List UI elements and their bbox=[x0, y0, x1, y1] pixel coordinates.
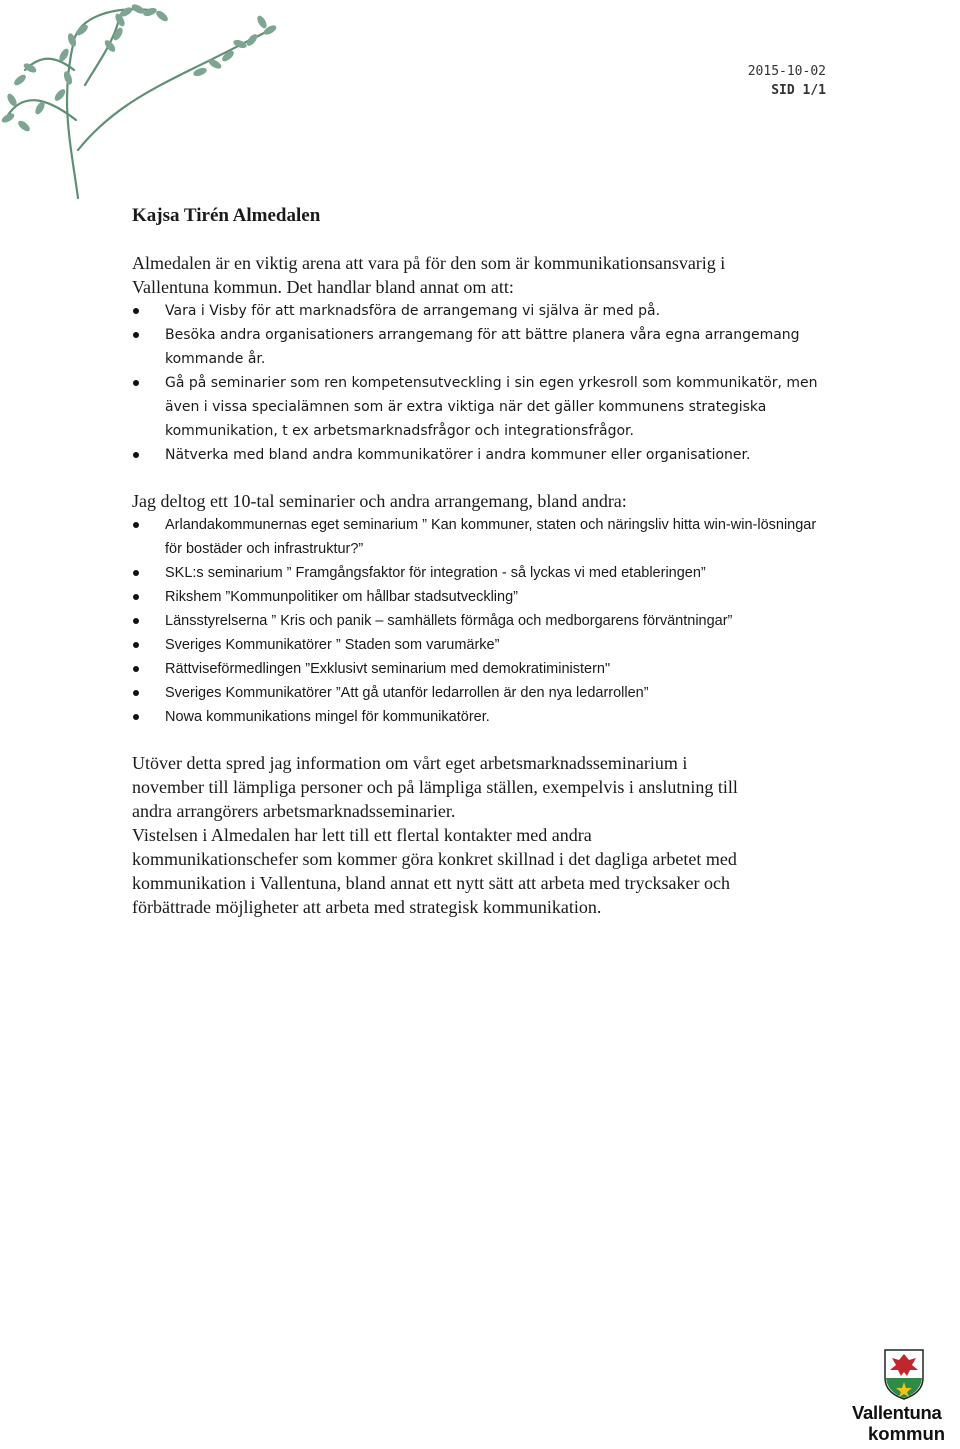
intro-bullet-list bbox=[132, 299, 832, 467]
seminars-heading: Jag deltog ett 10-tal seminarier och andra arrangemang, bland andra: bbox=[132, 491, 627, 511]
document-title: Kajsa Tirén Almedalen bbox=[132, 205, 321, 226]
list-item: Vara i Visby för att marknadsföra de arrangemang vi själva är med på. bbox=[132, 299, 832, 323]
page-number: SID 1/1 bbox=[771, 83, 826, 98]
document-header-meta bbox=[748, 62, 826, 100]
list-item: Länsstyrelserna ” Kris och panik – samhällets förmåga och medborgarens förväntningar” bbox=[132, 609, 832, 633]
intro-section bbox=[132, 251, 832, 467]
closing-section bbox=[132, 751, 832, 919]
closing-line: kommunikation i Vallentuna, bland annat ett nytt sätt att arbeta med trycksaker och bbox=[132, 873, 730, 893]
coat-of-arms-icon bbox=[883, 1348, 925, 1400]
list-item: Gå på seminarier som ren kompetensutveckling i sin egen yrkesroll som kommunikatör, men även i vissa specialämnen som är extra viktiga när det gäller kommunens strategiska kommunikation, t ex arbetsmarknadsfrågor och integrationsfrågor. bbox=[132, 371, 832, 443]
seminars-bullet-list bbox=[132, 513, 832, 729]
closing-line: Vistelsen i Almedalen har lett till ett flertal kontakter med andra bbox=[132, 825, 592, 845]
list-item: Nowa kommunikations mingel för kommunikatörer. bbox=[132, 705, 832, 729]
list-item: Nätverka med bland andra kommunikatörer i andra kommuner eller organisationer. bbox=[132, 443, 832, 467]
closing-line: förbättrade möjligheter att arbeta med strategisk kommunikation. bbox=[132, 897, 602, 917]
list-item: Sveriges Kommunikatörer ” Staden som varumärke” bbox=[132, 633, 832, 657]
intro-paragraph bbox=[132, 251, 832, 299]
list-item: Arlandakommunernas eget seminarium ” Kan kommuner, staten och näringsliv hitta win-win-lösningar för bostäder och infrastruktur?” bbox=[132, 513, 832, 561]
list-item: SKL:s seminarium ” Framgångsfaktor för integration - så lyckas vi med etableringen” bbox=[132, 561, 832, 585]
list-item: Sveriges Kommunikatörer ”Att gå utanför ledarrollen är den nya ledarrollen” bbox=[132, 681, 832, 705]
seminars-section bbox=[132, 489, 832, 729]
document-date: 2015-10-02 bbox=[747, 64, 826, 79]
list-item: Rikshem ”Kommunpolitiker om hållbar stadsutveckling” bbox=[132, 585, 832, 609]
intro-line: Almedalen är en viktig arena att vara på för den som är kommunikationsansvarig i bbox=[132, 253, 726, 273]
intro-line: Vallentuna kommun. Det handlar bland annat om att: bbox=[132, 277, 514, 297]
municipality-logo bbox=[852, 1348, 960, 1448]
decorative-leaf-branch-icon bbox=[0, 0, 300, 200]
closing-line: andra arrangörers arbetsmarknadsseminarier. bbox=[132, 801, 456, 821]
document-body bbox=[132, 203, 832, 919]
logo-text-line-1: Vallentuna bbox=[852, 1402, 942, 1423]
closing-line: kommunikationschefer som kommer göra konkret skillnad i det dagliga arbetet med bbox=[132, 849, 737, 869]
list-item: Besöka andra organisationers arrangemang för att bättre planera våra egna arrangemang kommande år. bbox=[132, 323, 832, 371]
list-item: Rättviseförmedlingen ”Exklusivt seminarium med demokratiministern" bbox=[132, 657, 832, 681]
closing-line: Utöver detta spred jag information om vårt eget arbetsmarknadsseminarium i bbox=[132, 753, 688, 773]
closing-paragraph-2 bbox=[132, 823, 832, 919]
closing-paragraph-1 bbox=[132, 751, 832, 823]
closing-line: november till lämpliga personer och på lämpliga ställen, exempelvis i anslutning till bbox=[132, 777, 738, 797]
logo-text-line-2: kommun bbox=[868, 1423, 946, 1444]
